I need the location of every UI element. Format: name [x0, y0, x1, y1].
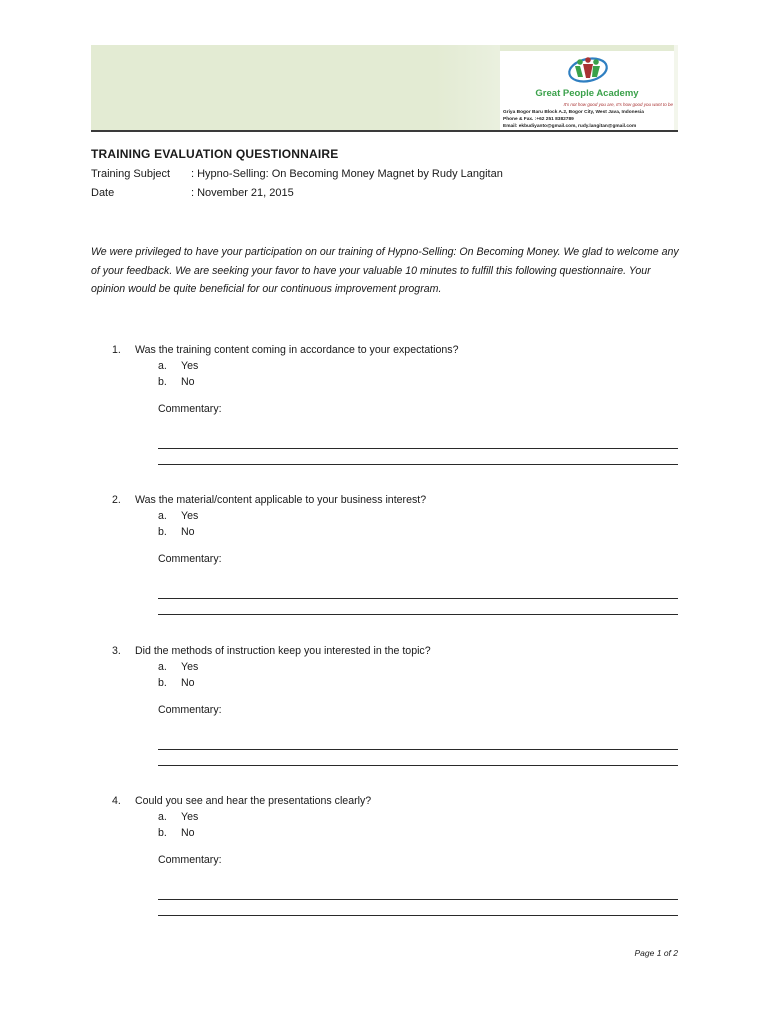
answer-line[interactable] — [158, 598, 678, 599]
training-subject-value: : Hypno-Selling: On Becoming Money Magnet by Rudy Langitan — [191, 168, 503, 180]
training-subject-label: Training Subject — [91, 168, 171, 180]
commentary-label: Commentary: — [158, 553, 222, 565]
commentary-label: Commentary: — [158, 403, 222, 415]
banner-fade — [436, 45, 500, 131]
logo-name: Great People Academy — [535, 88, 639, 99]
option-yes[interactable]: Yes — [181, 510, 199, 522]
option-letter: a. — [158, 811, 167, 823]
document-title: TRAINING EVALUATION QUESTIONNAIRE — [91, 147, 339, 161]
answer-line[interactable] — [158, 899, 678, 900]
logo-email: Email: ekbudiyanto@gmail.com, rudy.langitan@gmail.com — [503, 124, 637, 129]
logo-phone: Phone & Fax. :+62 251 8382789 — [503, 117, 574, 122]
logo-card — [500, 51, 674, 131]
question-text: Could you see and hear the presentations clearly? — [135, 795, 372, 807]
intro-paragraph: We were privileged to have your participation on our training of Hypno-Selling: On Becoming Money. We glad to welcome any of your feedback. We are seeking your favor to have your valuable 10 minutes to fulfill this following questionnaire. Your opinion would be quite beneficial for our continuous improvement program. — [91, 246, 679, 295]
question-2 — [0, 494, 768, 644]
option-letter: a. — [158, 510, 167, 522]
option-yes[interactable]: Yes — [181, 661, 199, 673]
question-text: Did the methods of instruction keep you interested in the topic? — [135, 645, 431, 657]
commentary-label: Commentary: — [158, 704, 222, 716]
option-letter: b. — [158, 827, 167, 839]
answer-line[interactable] — [158, 614, 678, 615]
option-no[interactable]: No — [181, 376, 195, 388]
option-letter: a. — [158, 661, 167, 673]
answer-line[interactable] — [158, 749, 678, 750]
question-number: 2. — [112, 494, 121, 506]
option-yes[interactable]: Yes — [181, 811, 199, 823]
header-rule — [91, 130, 678, 132]
date-label: Date — [91, 187, 115, 199]
option-letter: a. — [158, 360, 167, 372]
option-yes[interactable]: Yes — [181, 360, 199, 372]
option-no[interactable]: No — [181, 677, 195, 689]
banner-edge — [674, 45, 678, 131]
logo-address: Griya Bogor Baru Block A.2, Bogor City, West Java, Indonesia — [503, 110, 644, 115]
question-number: 1. — [112, 344, 121, 356]
page-number: Page 1 of 2 — [634, 948, 678, 958]
question-text: Was the training content coming in accordance to your expectations? — [135, 344, 459, 356]
commentary-label: Commentary: — [158, 854, 222, 866]
answer-line[interactable] — [158, 765, 678, 766]
question-text: Was the material/content applicable to your business interest? — [135, 494, 427, 506]
answer-line[interactable] — [158, 448, 678, 449]
logo-figures-icon — [566, 53, 610, 87]
question-4 — [0, 795, 768, 945]
header-banner — [91, 45, 678, 131]
option-no[interactable]: No — [181, 827, 195, 839]
question-3 — [0, 645, 768, 795]
option-letter: b. — [158, 677, 167, 689]
option-letter: b. — [158, 526, 167, 538]
answer-line[interactable] — [158, 915, 678, 916]
question-number: 4. — [112, 795, 121, 807]
question-1 — [0, 344, 768, 494]
option-letter: b. — [158, 376, 167, 388]
question-number: 3. — [112, 645, 121, 657]
answer-line[interactable] — [158, 464, 678, 465]
option-no[interactable]: No — [181, 526, 195, 538]
logo-tagline: It's not how good you are, It's how good you want to be — [563, 102, 673, 107]
date-value: : November 21, 2015 — [191, 187, 294, 199]
